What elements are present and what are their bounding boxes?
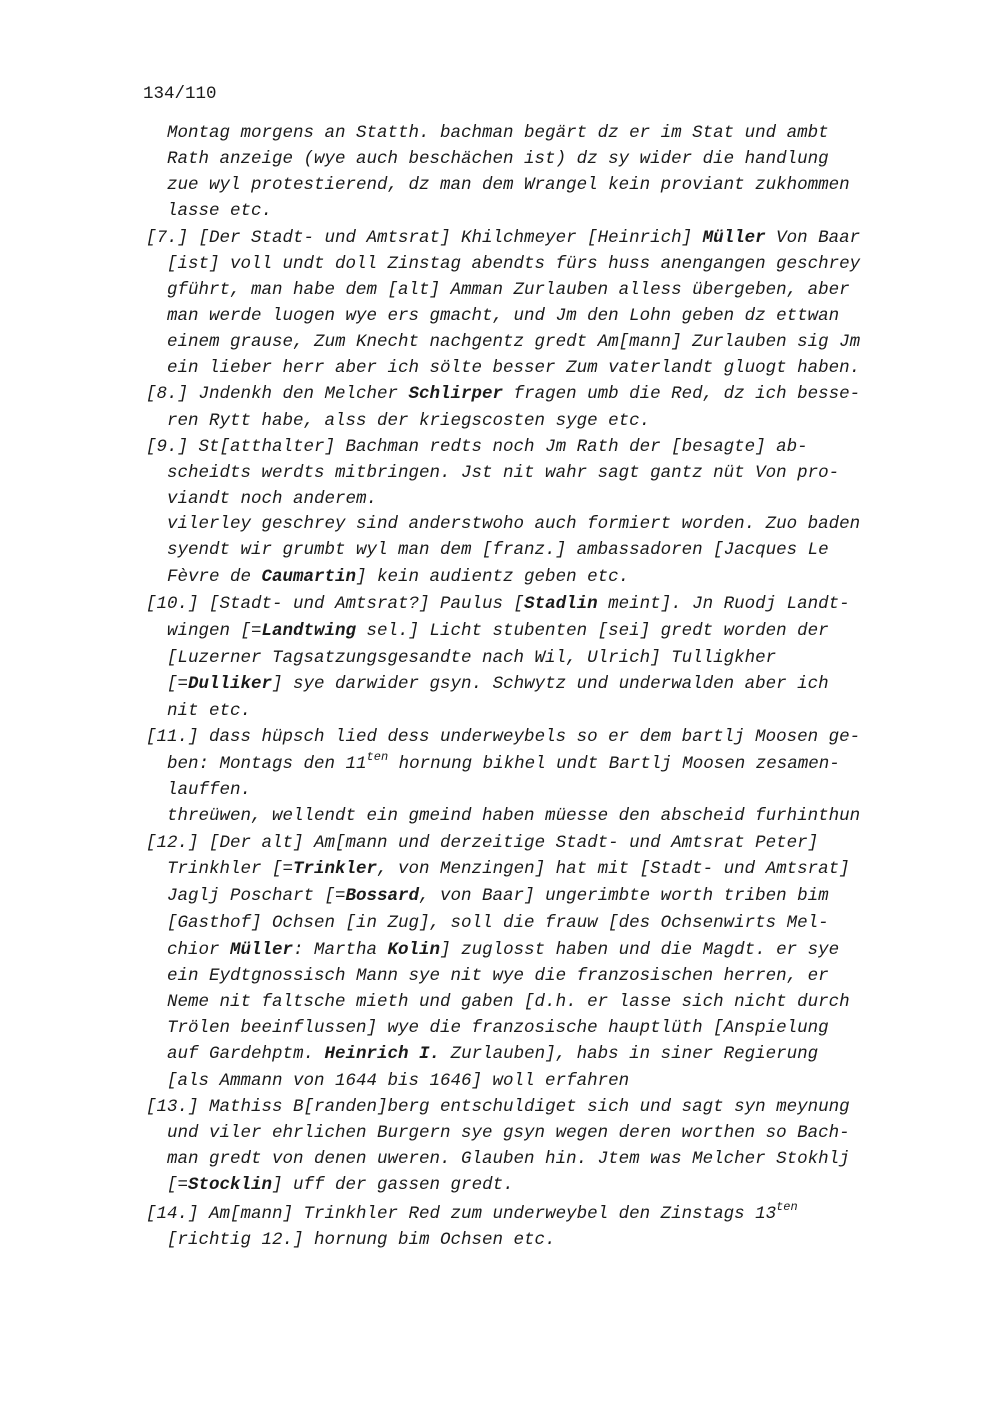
text-line — [167, 673, 829, 695]
bold-name: Müller — [702, 228, 766, 248]
text-span: und viler ehrlichen Burgern sye gsyn wegen deren worthen so Bach- — [167, 1123, 850, 1143]
text-span: Fèvre de — [167, 567, 262, 587]
text-span: [13.] Mathiss B[randen]berg entschuldiget sich und sagt syn meynung — [146, 1097, 850, 1117]
text-span: [11.] dass hüpsch lied dess underweybels so er dem bartlj Moosen ge- — [146, 727, 861, 747]
text-span: ] sye darwider gsyn. Schwytz und underwalden aber ich — [272, 674, 829, 694]
text-line — [167, 620, 829, 642]
text-line — [146, 383, 860, 405]
text-span: [richtig 12.] hornung bim Ochsen etc. — [167, 1230, 556, 1250]
text-span: [= — [167, 1175, 189, 1195]
text-line — [167, 750, 840, 775]
text-span: Montag morgens an Statth. bachman begärt dz er im Stat und ambt — [167, 123, 829, 143]
text-span: Trölen beeinflussen] wye die franzosische hauptlüth [Anspielung — [167, 1018, 829, 1038]
text-span: Neme nit faltsche mieth und gaben [d.h. er lasse sich nicht durch — [167, 992, 850, 1012]
text-line — [146, 227, 860, 249]
text-line — [167, 647, 776, 669]
bold-name: Heinrich I. — [324, 1044, 441, 1064]
text-line — [167, 174, 850, 196]
text-span: lasse etc. — [167, 201, 273, 221]
text-span: : Martha — [293, 940, 388, 960]
text-line — [167, 357, 860, 379]
text-line — [167, 965, 829, 987]
bold-name: Kolin — [387, 940, 441, 960]
bold-name: Müller — [230, 940, 294, 960]
text-span: Trinkhler [= — [167, 859, 294, 879]
text-span: lauffen. — [167, 780, 252, 800]
text-line — [146, 832, 818, 854]
text-line — [167, 1017, 829, 1039]
text-span: , von Menzingen] hat mit [Stadt- und Amtsrat] — [377, 859, 850, 879]
text-span: man werde luogen wye ers gmacht, und Jm den Lohn geben dz ettwan — [167, 306, 840, 326]
text-line — [167, 122, 829, 144]
text-span: einem grause, Zum Knecht nachgentz gredt Am[mann] Zurlauben sig Jm — [167, 332, 861, 352]
text-span: [10.] [Stadt- und Amtsrat?] Paulus [ — [146, 594, 525, 614]
text-line — [167, 488, 377, 510]
bold-name: Bossard — [345, 886, 420, 906]
text-span: fragen umb die Red, dz ich besse- — [503, 384, 861, 404]
text-line — [146, 593, 850, 615]
bold-name: Stadlin — [524, 594, 598, 614]
text-line — [167, 1122, 850, 1144]
text-span: Jaglj Poschart [= — [167, 886, 346, 906]
text-line — [167, 1043, 818, 1065]
bold-name: Caumartin — [261, 567, 357, 587]
text-line — [167, 539, 829, 561]
text-line — [167, 200, 272, 222]
text-span: ] zuglosst haben und die Magdt. er sye — [440, 940, 840, 960]
text-line — [167, 148, 829, 170]
text-line — [167, 805, 860, 827]
text-span: auf Gardehptm. — [167, 1044, 325, 1064]
text-line — [167, 462, 839, 484]
page-number: 134/110 — [143, 84, 217, 104]
text-span: scheidts werdts mitbringen. Jst nit wahr sagt gantz nüt Von pro- — [167, 463, 840, 483]
text-span: [8.] Jndenkh den Melcher — [146, 384, 409, 404]
text-line — [167, 566, 629, 588]
text-span: vilerley geschrey sind anderstwoho auch formiert worden. Zuo baden — [167, 514, 861, 534]
text-line — [167, 253, 860, 275]
superscript: ten — [366, 750, 389, 765]
text-span: [Gasthof] Ochsen [in Zug], soll die frauw [des Ochsenwirts Mel- — [167, 913, 829, 933]
text-line — [167, 939, 839, 961]
text-line — [167, 513, 860, 535]
text-span: , von Baar] ungerimbte worth triben bim — [419, 886, 829, 906]
text-span: sel.] Licht stubenten [sei] gredt worden der — [356, 621, 829, 641]
bold-name: Landtwing — [261, 621, 357, 641]
text-span: hornung bikhel undt Bartlj Moosen zesamen- — [388, 754, 840, 774]
text-line — [167, 1070, 629, 1092]
text-span: [9.] St[atthalter] Bachman redts noch Jm Rath der [besagte] ab- — [146, 437, 808, 457]
text-span: viandt noch anderem. — [167, 489, 378, 509]
text-span: [7.] [Der Stadt- und Amtsrat] Khilchmeyer [Heinrich] — [146, 228, 703, 248]
text-span: chior — [167, 940, 231, 960]
text-span: man gredt von denen uweren. Glauben hin. Jtem was Melcher Stokhlj — [167, 1149, 850, 1169]
text-span: meint]. Jn Ruodj Landt- — [597, 594, 850, 614]
bold-name: Schlirper — [408, 384, 504, 404]
text-line — [146, 1200, 798, 1225]
text-span: zue wyl protestierend, dz man dem Wrangel kein proviant zukhommen — [167, 175, 850, 195]
bold-name: Dulliker — [188, 674, 273, 694]
text-line — [167, 331, 860, 353]
bold-name: Stocklin — [188, 1175, 273, 1195]
text-line — [167, 700, 251, 722]
text-line — [167, 1229, 556, 1251]
text-span: Zurlauben], habs in siner Regierung — [440, 1044, 819, 1064]
text-span: ben: Montags den 11 — [167, 754, 367, 774]
text-span: ] uff der gassen gredt. — [272, 1175, 514, 1195]
text-line — [167, 885, 829, 907]
text-span: [= — [167, 674, 189, 694]
text-span: ] kein audientz geben etc. — [356, 567, 630, 587]
text-span: [als Ammann von 1644 bis 1646] woll erfahren — [167, 1071, 630, 1091]
text-span: wingen [= — [167, 621, 262, 641]
text-line — [146, 726, 860, 748]
text-span: nit etc. — [167, 701, 252, 721]
text-line — [167, 279, 850, 301]
text-line — [167, 410, 650, 432]
text-span: ren Rytt habe, alss der kriegscosten syge etc. — [167, 411, 651, 431]
text-line — [167, 912, 829, 934]
bold-name: Trinkler — [293, 859, 378, 879]
text-line — [167, 779, 251, 801]
text-span: ein lieber herr aber ich sölte besser Zum vaterlandt gluogt haben. — [167, 358, 861, 378]
text-span: ein Eydtgnossisch Mann sye nit wye die franzosischen herren, er — [167, 966, 829, 986]
text-span: [Luzerner Tagsatzungsgesandte nach Wil, Ulrich] Tulligkher — [167, 648, 777, 668]
text-span: Rath anzeige (wye auch beschächen ist) dz sy wider die handlung — [167, 149, 829, 169]
text-span: [14.] Am[mann] Trinkhler Red zum underweybel den Zinstags 13 — [146, 1204, 777, 1224]
text-line — [167, 1148, 850, 1170]
text-span: Von Baar — [765, 228, 861, 248]
text-span: gführt, man habe dem [alt] Amman Zurlauben alless übergeben, aber — [167, 280, 850, 300]
superscript: ten — [776, 1200, 798, 1215]
text-line — [167, 1174, 514, 1196]
text-line — [146, 436, 808, 458]
text-line — [167, 858, 850, 880]
text-span: [12.] [Der alt] Am[mann und derzeitige Stadt- und Amtsrat Peter] — [146, 833, 819, 853]
text-line — [146, 1096, 850, 1118]
text-span: threüwen, wellendt ein gmeind haben müesse den abscheid furhinthun — [167, 806, 861, 826]
text-span: [ist] voll undt doll Zinstag abendts fürs huss anengangen geschrey — [167, 254, 861, 274]
text-line — [167, 305, 839, 327]
text-line — [167, 991, 850, 1013]
text-span: syendt wir grumbt wyl man dem [franz.] ambassadoren [Jacques Le — [167, 540, 829, 560]
